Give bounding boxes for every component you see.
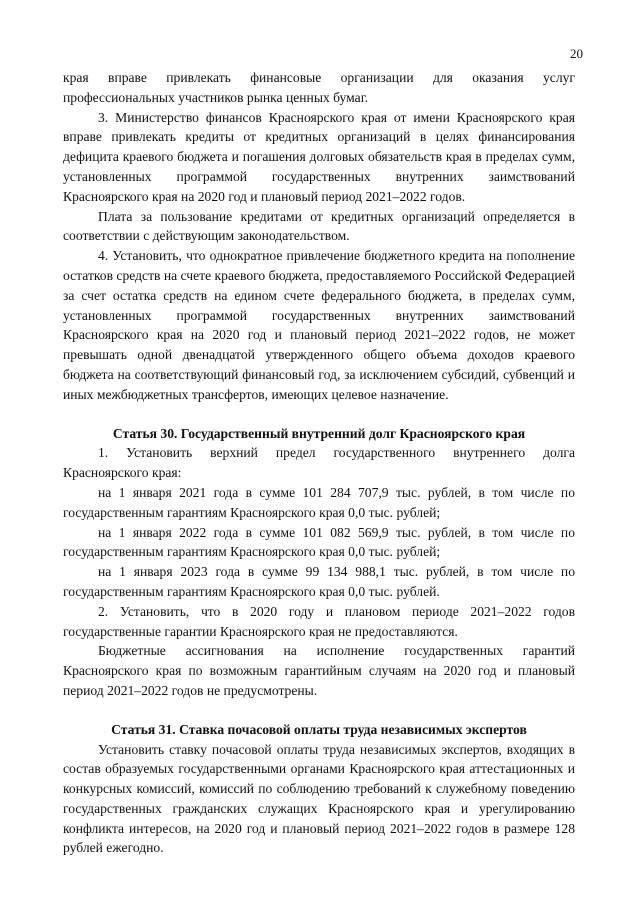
paragraph-item-4: 4. Установить, что однократное привлечение бюджетного кредита на пополнение остатков средств на счете краевого бюджета, предоставляемого Российской Федерацией за счет остатка средств на едином счете федерального бюджета, в пределах сумм, установленных программой государственных внутренних заимствований Красноярского края на 2020 год и плановый период 2021–2022 годов, не может превышать одной двенадцатой утвержденного общего объема доходов краевого бюджета на соответствующий финансовый год, за исключением субсидий, субвенций и иных межбюджетных трансфертов, имеющих целевое назначение. <box>63 248 575 402</box>
paragraph-continuation: края вправе привлекать финансовые организации для оказания услуг профессиональных участников рынка ценных бумаг. <box>63 70 575 105</box>
paragraph-credit-fee: Плата за пользование кредитами от кредитных организаций определяется в соответствии с действующим законодательством. <box>63 208 575 244</box>
article-30-paragraph: 1. Установить верхний предел государственного внутреннего долга Красноярского края: <box>63 445 575 481</box>
article-31-paragraph: Установить ставку почасовой оплаты труда независимых экспертов, входящих в состав образуемых государственными органами Красноярского края аттестационных и конкурсных комиссий, комиссий по соблюдению требований к служебному поведению государственных гражданских служащих Красноярского края и урегулированию конфликта интересов, на 2020 год и плановый период 2021–2022 годов в размере 128 рублей ежегодно. <box>63 741 575 856</box>
article-30-title: Статья 30. Государственный внутренний долг Красноярского края <box>112 425 526 441</box>
article-30-paragraph: Бюджетные ассигнования на исполнение государственных гарантий Красноярского края по возможным гарантийным случаям на 2020 год и плановый период 2021–2022 годов не предусмотрены. <box>63 643 575 698</box>
document-body <box>63 68 575 858</box>
article-30-paragraph: 2. Установить, что в 2020 году и плановом периоде 2021–2022 годов государственные гарантии Красноярского края не предоставляются. <box>63 603 575 639</box>
article-30-paragraph: на 1 января 2021 года в сумме 101 284 707,9 тыс. рублей, в том числе по государственным гарантиям Красноярского края 0,0 тыс. рублей; <box>63 484 575 520</box>
page-number: 20 <box>570 46 583 61</box>
article-30-paragraph: на 1 января 2022 года в сумме 101 082 569,9 тыс. рублей, в том числе по государственным гарантиям Красноярского края 0,0 тыс. рублей; <box>63 524 575 560</box>
article-31-title: Статья 31. Ставка почасовой оплаты труда независимых экспертов <box>111 721 527 737</box>
paragraph-item-3: 3. Министерство финансов Красноярского края от имени Красноярского края вправе привлекать кредиты от кредитных организаций в целях финансирования дефицита краевого бюджета и погашения долговых обязательств края в пределах сумм, установленных программой государственных внутренних заимствований Красноярского края на 2020 год и плановый период 2021–2022 годов. <box>63 109 575 204</box>
article-30-paragraph: на 1 января 2023 года в сумме 99 134 988,1 тыс. рублей, в том числе по государственным гарантиям Красноярского края 0,0 тыс. рублей. <box>63 564 575 599</box>
